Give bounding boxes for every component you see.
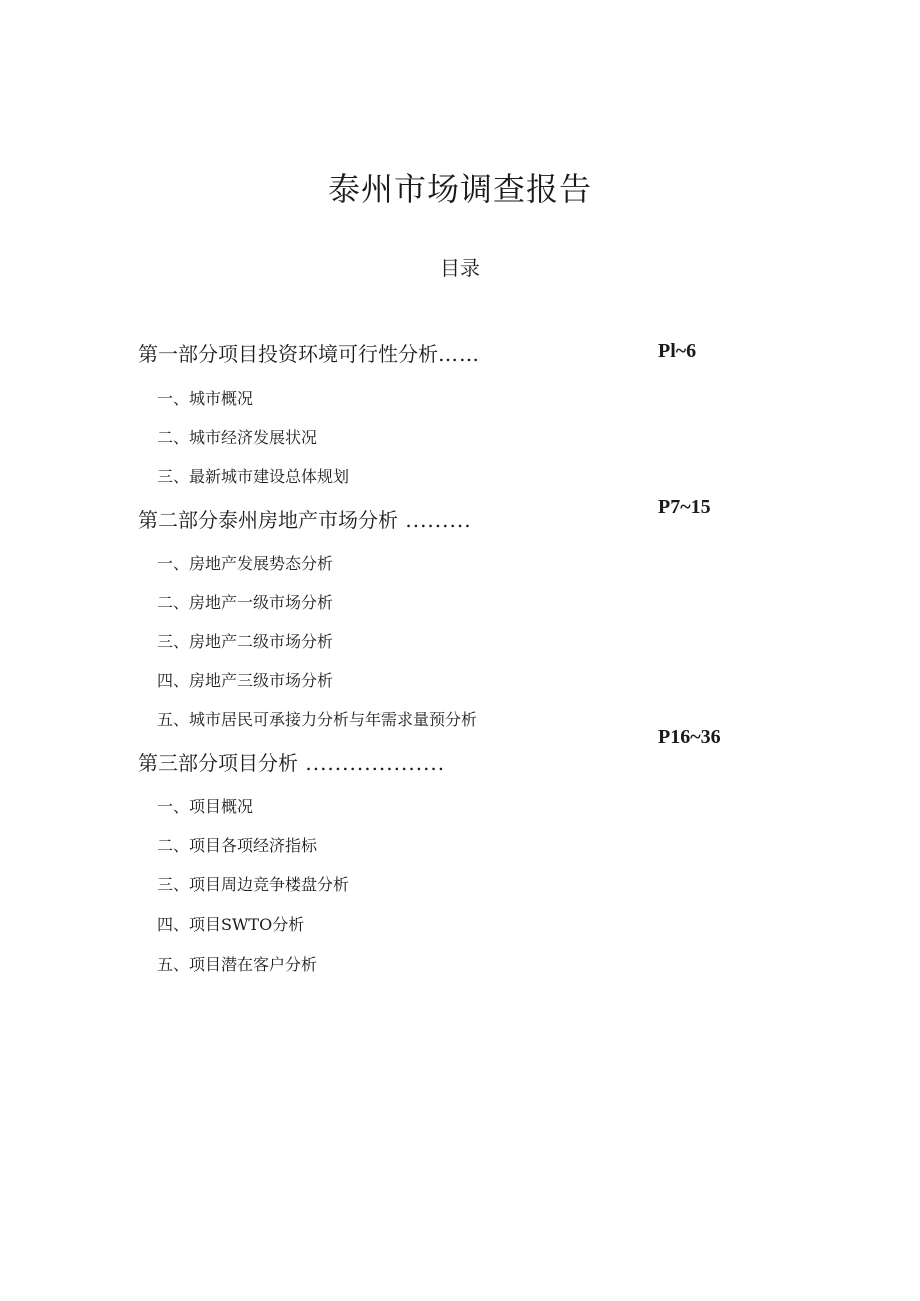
toc-part-1-leader: …… [438,342,480,366]
toc-item: 一、城市概况 [157,389,254,408]
toc-part-2 [138,504,472,533]
toc-part-1-pages: Pl~6 [658,340,697,362]
toc-item: 四、房地产三级市场分析 [157,671,334,690]
toc-item: 五、项目潜在客户分析 [157,955,318,974]
toc-item: 二、房地产一级市场分析 [157,593,334,612]
toc-part-3 [138,747,445,776]
toc-part-1 [138,338,480,367]
toc-item: 四、项目SWTO分析 [157,915,305,934]
toc-item: 二、项目各项经济指标 [157,836,318,855]
toc-part-2-leader: ......... [398,508,472,532]
toc-item: 一、房地产发展势态分析 [157,554,334,573]
toc-part-2-title: 第二部分泰州房地产市场分析 [138,508,398,532]
toc-part-1-title: 第一部分项目投资环境可行性分析 [138,342,438,366]
toc-item: 三、最新城市建设总体规划 [157,467,350,486]
document-title: 泰州市场调查报告 [327,170,592,208]
toc-item: 五、城市居民可承接力分析与年需求量预分析 [157,710,478,729]
toc-item: 三、房地产二级市场分析 [157,632,334,651]
toc-part-3-leader: ................... [298,751,446,775]
toc-part-2-pages: P7~15 [658,496,711,518]
toc-item: 三、项目周边竞争楼盘分析 [157,875,350,894]
toc-heading: 目录 [440,256,480,280]
toc-part-3-title: 第三部分项目分析 [138,751,298,775]
toc-part-3-pages: P16~36 [658,726,721,748]
toc-item: 一、项目概况 [157,797,254,816]
toc-item: 二、城市经济发展状况 [157,428,318,447]
